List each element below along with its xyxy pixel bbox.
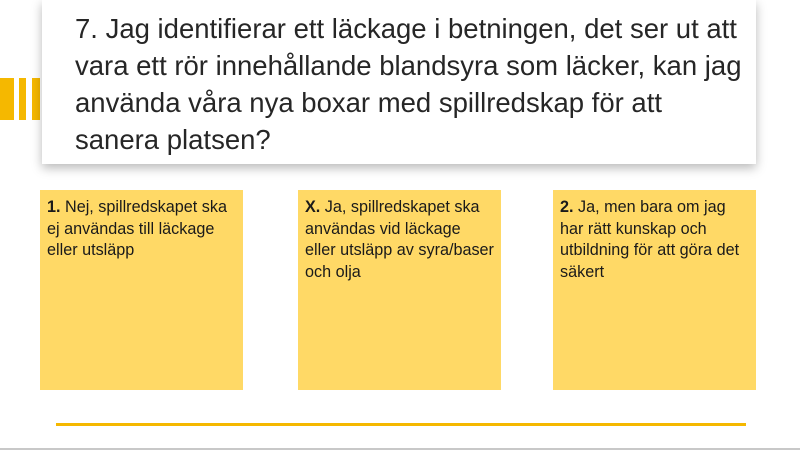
- accent-bar: [19, 78, 26, 120]
- answer-option-1[interactable]: [40, 190, 243, 390]
- option-key: 1.: [47, 198, 61, 216]
- answer-option-2[interactable]: [553, 190, 756, 390]
- accent-bar: [0, 78, 14, 120]
- question-text: 7. Jag identifierar ett läckage i betningen, det ser ut att vara ett rör innehållande blandsyra som läcker, kan jag använda våra nya boxar med spillredskap för att sanera platsen?: [75, 13, 742, 155]
- answer-option-x[interactable]: [298, 190, 501, 390]
- question-card: [42, 0, 756, 164]
- option-text: Ja, men bara om jag har rätt kunskap och utbildning för att göra det säkert: [560, 198, 740, 281]
- option-key: 2.: [560, 198, 574, 216]
- option-key: X.: [305, 198, 321, 216]
- option-text: Ja, spillredskapet ska användas vid läckage eller utsläpp av syra/baser och olja: [305, 198, 494, 281]
- accent-bars-decoration: [0, 78, 46, 120]
- bottom-accent-line: [56, 423, 746, 426]
- accent-bar: [32, 78, 40, 120]
- option-text: Nej, spillredskapet ska ej användas till läckage eller utsläpp: [47, 198, 227, 259]
